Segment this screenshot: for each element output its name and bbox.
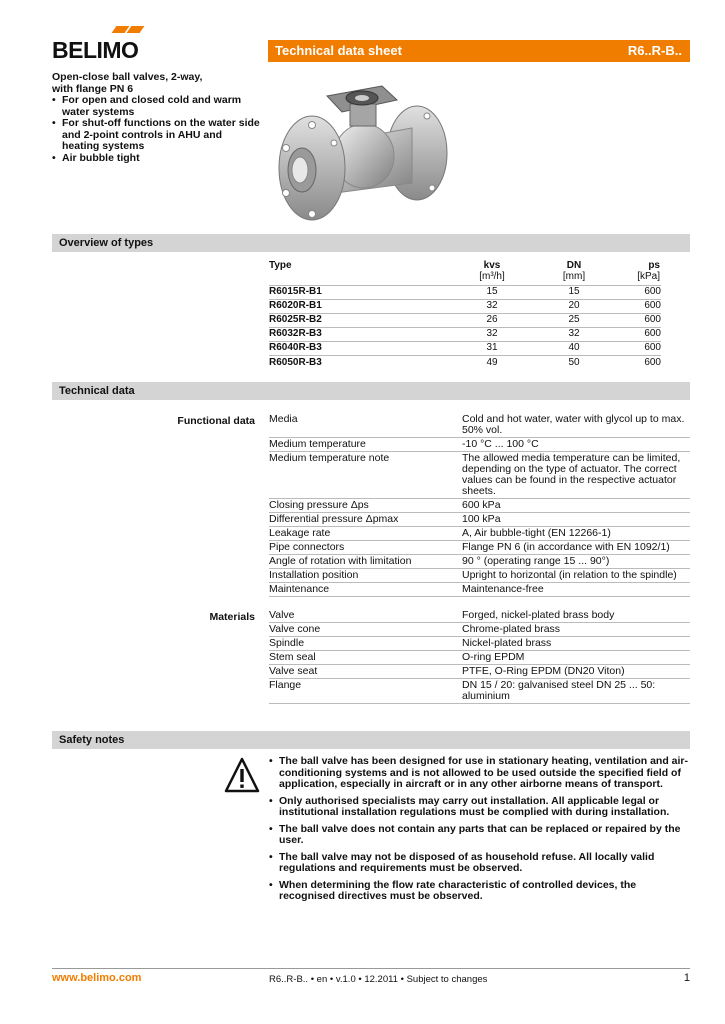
header-type: Type xyxy=(269,260,292,271)
header-kvs: kvs [m³/h] xyxy=(479,260,505,282)
product-code: R6..R-B.. xyxy=(627,43,682,58)
tech-row-pipe-connectors: Pipe connectors Flange PN 6 (in accordance with EN 1092/1) xyxy=(269,541,690,555)
warning-triangle-icon xyxy=(224,756,260,796)
tech-row-medium-temperature: Medium temperature -10 °C ... 100 °C xyxy=(269,438,690,452)
table-header-row xyxy=(269,260,661,286)
intro-bullets xyxy=(52,95,262,164)
table-row: R6015R-B1 15 15 600 xyxy=(269,286,661,300)
document-title: Technical data sheet xyxy=(275,43,402,58)
footer-divider xyxy=(52,968,690,969)
tech-row-temperature-note: Medium temperature note The allowed media temperature can be limited, depending on the type of actuator. The correct values can be found in the respective actuator sheets. xyxy=(269,452,690,499)
intro-title-line: with flange PN 6 xyxy=(52,82,134,95)
functional-data-label: Functional data xyxy=(177,415,255,427)
tech-row-angle-of-rotation: Angle of rotation with limitation 90 ° (operating range 15 ... 90°) xyxy=(269,555,690,569)
tech-row-closing-pressure: Closing pressure Δps 600 kPa xyxy=(269,499,690,513)
section-safety xyxy=(52,731,690,749)
table-row: R6050R-B3 49 50 600 xyxy=(269,356,661,368)
intro-bullet: • Air bubble tight xyxy=(52,153,262,165)
section-overview xyxy=(52,234,690,252)
logo-text: BELIMO xyxy=(52,37,139,63)
tech-row-leakage-rate: Leakage rate A, Air bubble-tight (EN 12266-1) xyxy=(269,527,690,541)
header-bar xyxy=(268,40,690,62)
safety-notes-list xyxy=(269,756,690,908)
tech-row-valve: Valve Forged, nickel-plated brass body xyxy=(269,609,690,623)
tech-row-spindle: Spindle Nickel-plated brass xyxy=(269,637,690,651)
safety-note: • When determining the flow rate characteristic of controlled devices, the recognised directives must be observed. xyxy=(269,880,690,903)
tech-row-differential-pressure: Differential pressure Δpmax 100 kPa xyxy=(269,513,690,527)
intro-bullet: • For shut-off functions on the water side and 2-point controls in AHU and heating systems xyxy=(52,118,262,153)
header-dn: DN [mm] xyxy=(562,260,586,282)
tech-row-maintenance: Maintenance Maintenance-free xyxy=(269,583,690,597)
safety-note: • Only authorised specialists may carry out installation. All applicable legal or institutional installation regulations must be complied with during installation. xyxy=(269,796,690,819)
materials-label: Materials xyxy=(209,611,255,623)
logo-mark xyxy=(127,26,145,33)
types-table xyxy=(269,260,661,370)
tech-row-stem-seal: Stem seal O-ring EPDM xyxy=(269,651,690,665)
ball-valve-photo xyxy=(272,78,452,228)
belimo-logo xyxy=(52,26,144,66)
section-title: Technical data xyxy=(59,385,135,397)
tech-row-installation-position: Installation position Upright to horizontal (in relation to the spindle) xyxy=(269,569,690,583)
safety-note: • The ball valve may not be disposed of as household refuse. All locally valid regulations and requirements must be observed. xyxy=(269,852,690,875)
safety-note: • The ball valve has been designed for use in stationary heating, ventilation and air-conditioning systems and is not allowed to be used outside the specified field of application, especially in aircraft or in any other airborne means of transport. xyxy=(269,756,690,791)
section-title: Overview of types xyxy=(59,237,154,249)
intro-title-line: Open-close ball valves, 2-way, xyxy=(52,71,203,83)
header-ps: ps [kPa] xyxy=(637,260,660,282)
table-row: R6025R-B2 26 25 600 xyxy=(269,314,661,328)
table-row: R6020R-B1 32 20 600 xyxy=(269,300,661,314)
tech-row-media: Media Cold and hot water, water with glycol up to max. 50% vol. xyxy=(269,413,690,438)
footer-document-info: R6..R-B.. • en • v.1.0 • 12.2011 • Subject to changes xyxy=(269,974,488,985)
table-row: R6040R-B3 31 40 600 xyxy=(269,342,661,356)
tech-row-flange: Flange DN 15 / 20: galvanised steel DN 25 ... 50: aluminium xyxy=(269,679,690,704)
section-title: Safety notes xyxy=(59,734,125,746)
table-row: R6032R-B3 32 32 600 xyxy=(269,328,661,342)
section-technical xyxy=(52,382,690,400)
tech-row-valve-seat: Valve seat PTFE, O-Ring EPDM (DN20 Viton) xyxy=(269,665,690,679)
website-link[interactable]: www.belimo.com xyxy=(52,972,142,984)
intro-block xyxy=(52,72,262,164)
intro-bullet: • For open and closed cold and warm water systems xyxy=(52,95,262,118)
page-number: 1 xyxy=(683,972,690,984)
tech-row-valve-cone: Valve cone Chrome-plated brass xyxy=(269,623,690,637)
safety-note: • The ball valve does not contain any parts that can be replaced or repaired by the user. xyxy=(269,824,690,847)
